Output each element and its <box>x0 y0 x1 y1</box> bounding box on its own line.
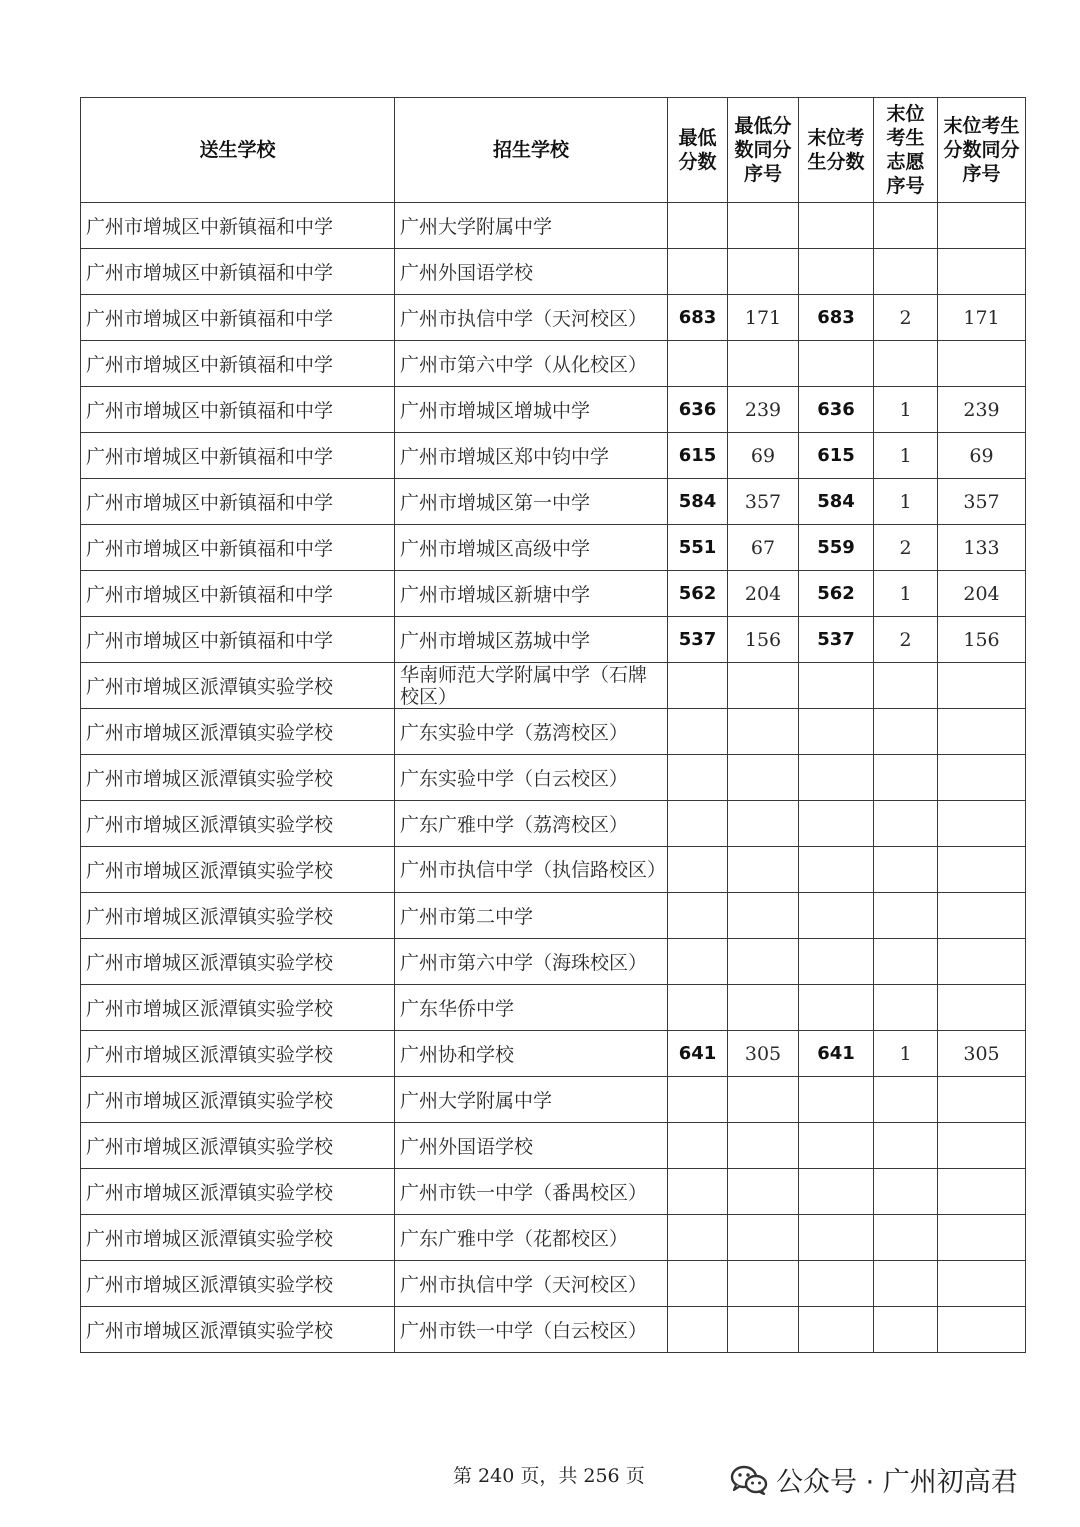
cell-recruiting-school: 广州市增城区荔城中学 <box>395 617 668 663</box>
cell-min-score <box>668 663 728 709</box>
header-min-score <box>668 98 728 203</box>
cell-last-score <box>799 939 874 985</box>
table-row <box>81 1123 1026 1169</box>
cell-last-score-rank <box>938 893 1026 939</box>
cell-min-score <box>668 755 728 801</box>
cell-last-score: 584 <box>799 479 874 525</box>
cell-last-score-rank <box>938 801 1026 847</box>
cell-sender-school: 广州市增城区中新镇福和中学 <box>81 525 395 571</box>
cell-min-score: 615 <box>668 433 728 479</box>
cell-recruiting-school: 广州市第六中学（从化校区） <box>395 341 668 387</box>
cell-last-score-rank: 204 <box>938 571 1026 617</box>
cell-min-score <box>668 985 728 1031</box>
cell-recruiting-school: 华南师范大学附属中学（石牌校区） <box>395 663 668 709</box>
cell-recruiting-school: 广州市执信中学（天河校区） <box>395 1261 668 1307</box>
cell-min-score <box>668 893 728 939</box>
cell-recruiting-school: 广州外国语学校 <box>395 1123 668 1169</box>
cell-last-score: 615 <box>799 433 874 479</box>
cell-last-score <box>799 341 874 387</box>
cell-last-score-rank <box>938 663 1026 709</box>
cell-min-score-rank: 156 <box>728 617 799 663</box>
table-row <box>81 755 1026 801</box>
cell-min-score-rank <box>728 1261 799 1307</box>
cell-last-choice <box>874 1077 938 1123</box>
cell-last-choice: 2 <box>874 525 938 571</box>
cell-last-score-rank: 171 <box>938 295 1026 341</box>
cell-min-score-rank <box>728 249 799 295</box>
cell-min-score <box>668 1077 728 1123</box>
cell-min-score-rank <box>728 663 799 709</box>
cell-sender-school: 广州市增城区派潭镇实验学校 <box>81 847 395 893</box>
cell-sender-school: 广州市增城区派潭镇实验学校 <box>81 939 395 985</box>
cell-last-choice <box>874 663 938 709</box>
cell-min-score: 562 <box>668 571 728 617</box>
cell-min-score <box>668 1123 728 1169</box>
cell-last-score-rank: 357 <box>938 479 1026 525</box>
table-body <box>81 203 1026 1353</box>
cell-last-choice <box>874 341 938 387</box>
cell-last-score <box>799 1261 874 1307</box>
header-line: 最低 <box>678 127 717 149</box>
cell-sender-school: 广州市增城区派潭镇实验学校 <box>81 755 395 801</box>
cell-last-choice: 1 <box>874 571 938 617</box>
cell-min-score-rank: 305 <box>728 1031 799 1077</box>
cell-min-score: 641 <box>668 1031 728 1077</box>
cell-last-choice <box>874 939 938 985</box>
header-recruiting-school <box>395 98 668 203</box>
table-row <box>81 1077 1026 1123</box>
cell-recruiting-school: 广州市增城区新塘中学 <box>395 571 668 617</box>
cell-min-score-rank <box>728 893 799 939</box>
header-last-score-rank <box>938 98 1026 203</box>
cell-sender-school: 广州市增城区派潭镇实验学校 <box>81 1077 395 1123</box>
cell-last-score <box>799 801 874 847</box>
cell-min-score: 683 <box>668 295 728 341</box>
cell-min-score-rank: 67 <box>728 525 799 571</box>
cell-last-score-rank <box>938 341 1026 387</box>
watermark <box>730 1460 1018 1499</box>
cell-sender-school: 广州市增城区中新镇福和中学 <box>81 433 395 479</box>
cell-min-score-rank: 239 <box>728 387 799 433</box>
cell-last-score-rank <box>938 249 1026 295</box>
cell-last-choice <box>874 847 938 893</box>
header-line: 分数同分 <box>943 139 1020 161</box>
table-row <box>81 801 1026 847</box>
cell-last-score <box>799 847 874 893</box>
cell-last-score-rank <box>938 1261 1026 1307</box>
cell-sender-school: 广州市增城区中新镇福和中学 <box>81 249 395 295</box>
cell-last-score <box>799 985 874 1031</box>
cell-last-score: 559 <box>799 525 874 571</box>
cell-min-score <box>668 709 728 755</box>
header-line: 末位 <box>886 103 925 125</box>
cell-last-score <box>799 893 874 939</box>
page-number: 第 240 页，共 256 页 <box>453 1465 645 1487</box>
cell-min-score-rank <box>728 1169 799 1215</box>
cell-last-score-rank <box>938 847 1026 893</box>
table-row <box>81 985 1026 1031</box>
table-row <box>81 387 1026 433</box>
header-line: 志愿 <box>886 151 925 173</box>
wechat-icon <box>730 1465 768 1495</box>
cell-recruiting-school: 广州大学附属中学 <box>395 1077 668 1123</box>
table-row <box>81 1215 1026 1261</box>
cell-recruiting-school: 广东华侨中学 <box>395 985 668 1031</box>
header-line: 考生 <box>886 127 925 149</box>
cell-recruiting-school: 广州市铁一中学（番禺校区） <box>395 1169 668 1215</box>
cell-last-score-rank: 133 <box>938 525 1026 571</box>
cell-last-score <box>799 1307 874 1353</box>
cell-min-score <box>668 1215 728 1261</box>
cell-sender-school: 广州市增城区中新镇福和中学 <box>81 203 395 249</box>
cell-last-choice <box>874 1261 938 1307</box>
cell-min-score <box>668 203 728 249</box>
cell-last-score-rank: 239 <box>938 387 1026 433</box>
header-line: 送生学校 <box>199 139 276 161</box>
cell-recruiting-school: 广州市增城区第一中学 <box>395 479 668 525</box>
cell-min-score <box>668 249 728 295</box>
cell-last-score: 636 <box>799 387 874 433</box>
cell-last-score <box>799 1215 874 1261</box>
header-line: 招生学校 <box>492 139 569 161</box>
cell-min-score-rank <box>728 801 799 847</box>
table-row <box>81 893 1026 939</box>
cell-last-choice: 1 <box>874 1031 938 1077</box>
table-row <box>81 939 1026 985</box>
cell-last-score <box>799 249 874 295</box>
cell-recruiting-school: 广东广雅中学（荔湾校区） <box>395 801 668 847</box>
cell-last-score-rank <box>938 1307 1026 1353</box>
cell-last-choice <box>874 893 938 939</box>
header-line: 生分数 <box>807 151 865 173</box>
table-row <box>81 1261 1026 1307</box>
cell-min-score <box>668 1261 728 1307</box>
table-row <box>81 1031 1026 1077</box>
cell-recruiting-school: 广东实验中学（荔湾校区） <box>395 709 668 755</box>
cell-min-score-rank: 357 <box>728 479 799 525</box>
cell-min-score-rank <box>728 709 799 755</box>
cell-last-choice: 2 <box>874 617 938 663</box>
header-sender-school <box>81 98 395 203</box>
header-last-score <box>799 98 874 203</box>
cell-min-score-rank <box>728 939 799 985</box>
cell-sender-school: 广州市增城区派潭镇实验学校 <box>81 1261 395 1307</box>
cell-min-score-rank <box>728 755 799 801</box>
cell-min-score-rank: 204 <box>728 571 799 617</box>
cell-last-choice <box>874 1215 938 1261</box>
cell-min-score <box>668 1307 728 1353</box>
cell-min-score-rank <box>728 1077 799 1123</box>
cell-last-score-rank <box>938 1123 1026 1169</box>
cell-sender-school: 广州市增城区派潭镇实验学校 <box>81 1215 395 1261</box>
cell-min-score <box>668 847 728 893</box>
cell-last-score <box>799 1169 874 1215</box>
cell-last-score-rank: 69 <box>938 433 1026 479</box>
header-last-choice <box>874 98 938 203</box>
table-row <box>81 203 1026 249</box>
cell-min-score-rank <box>728 1123 799 1169</box>
header-row <box>81 98 1026 203</box>
cell-recruiting-school: 广东广雅中学（花都校区） <box>395 1215 668 1261</box>
cell-last-score <box>799 755 874 801</box>
cell-last-score <box>799 203 874 249</box>
table-row <box>81 709 1026 755</box>
cell-min-score-rank <box>728 203 799 249</box>
cell-last-choice <box>874 985 938 1031</box>
cell-last-choice <box>874 1169 938 1215</box>
cell-last-choice: 1 <box>874 433 938 479</box>
cell-sender-school: 广州市增城区派潭镇实验学校 <box>81 1031 395 1077</box>
cell-sender-school: 广州市增城区中新镇福和中学 <box>81 571 395 617</box>
header-line: 分数 <box>678 151 717 173</box>
cell-last-choice <box>874 1123 938 1169</box>
cell-last-choice: 1 <box>874 387 938 433</box>
cell-recruiting-school: 广州市增城区高级中学 <box>395 525 668 571</box>
cell-min-score: 551 <box>668 525 728 571</box>
cell-last-choice <box>874 1307 938 1353</box>
cell-recruiting-school: 广州市增城区增城中学 <box>395 387 668 433</box>
cell-last-score: 562 <box>799 571 874 617</box>
table-row <box>81 1169 1026 1215</box>
table-row <box>81 479 1026 525</box>
cell-last-score <box>799 1077 874 1123</box>
cell-min-score-rank <box>728 985 799 1031</box>
cell-recruiting-school: 广州协和学校 <box>395 1031 668 1077</box>
header-line: 序号 <box>962 163 1001 185</box>
header-line: 序号 <box>743 163 782 185</box>
table-row <box>81 617 1026 663</box>
table-row <box>81 1307 1026 1353</box>
cell-last-score <box>799 709 874 755</box>
cell-last-score: 641 <box>799 1031 874 1077</box>
table-row <box>81 847 1026 893</box>
cell-last-score-rank: 156 <box>938 617 1026 663</box>
cell-min-score <box>668 801 728 847</box>
cell-last-score <box>799 1123 874 1169</box>
header-line: 末位考生 <box>943 115 1020 137</box>
cell-last-score-rank <box>938 755 1026 801</box>
cell-last-choice <box>874 203 938 249</box>
cell-recruiting-school: 广东实验中学（白云校区） <box>395 755 668 801</box>
cell-min-score-rank <box>728 341 799 387</box>
table-row <box>81 295 1026 341</box>
cell-last-score-rank <box>938 1077 1026 1123</box>
cell-recruiting-school: 广州市执信中学（天河校区） <box>395 295 668 341</box>
cell-sender-school: 广州市增城区派潭镇实验学校 <box>81 1307 395 1353</box>
cell-recruiting-school: 广州大学附属中学 <box>395 203 668 249</box>
header-min-score-rank <box>728 98 799 203</box>
cell-min-score <box>668 341 728 387</box>
cell-last-score-rank <box>938 939 1026 985</box>
header-line: 序号 <box>886 175 925 197</box>
cell-min-score-rank <box>728 1307 799 1353</box>
header-line: 最低分 <box>734 115 792 137</box>
cell-last-score-rank <box>938 203 1026 249</box>
cell-sender-school: 广州市增城区派潭镇实验学校 <box>81 663 395 709</box>
cell-min-score-rank: 69 <box>728 433 799 479</box>
cell-min-score: 636 <box>668 387 728 433</box>
cell-recruiting-school: 广州市铁一中学（白云校区） <box>395 1307 668 1353</box>
cell-last-choice <box>874 755 938 801</box>
cell-recruiting-school: 广州市第二中学 <box>395 893 668 939</box>
watermark-text: 公众号 · 广州初高君 <box>776 1467 1018 1498</box>
cell-sender-school: 广州市增城区中新镇福和中学 <box>81 479 395 525</box>
cell-last-choice: 2 <box>874 295 938 341</box>
cell-sender-school: 广州市增城区派潭镇实验学校 <box>81 1169 395 1215</box>
cell-recruiting-school: 广州市第六中学（海珠校区） <box>395 939 668 985</box>
cell-sender-school: 广州市增城区派潭镇实验学校 <box>81 1123 395 1169</box>
cell-min-score <box>668 1169 728 1215</box>
cell-min-score-rank <box>728 847 799 893</box>
cell-last-score <box>799 663 874 709</box>
cell-min-score-rank: 171 <box>728 295 799 341</box>
table-row <box>81 341 1026 387</box>
cell-recruiting-school: 广州市执信中学（执信路校区） <box>395 847 668 893</box>
cell-sender-school: 广州市增城区派潭镇实验学校 <box>81 709 395 755</box>
cell-min-score: 584 <box>668 479 728 525</box>
cell-sender-school: 广州市增城区中新镇福和中学 <box>81 341 395 387</box>
cell-last-choice <box>874 801 938 847</box>
cell-sender-school: 广州市增城区中新镇福和中学 <box>81 387 395 433</box>
cell-recruiting-school: 广州市增城区郑中钧中学 <box>395 433 668 479</box>
cell-min-score <box>668 939 728 985</box>
cell-last-choice <box>874 709 938 755</box>
cell-last-score: 683 <box>799 295 874 341</box>
cell-last-score-rank: 305 <box>938 1031 1026 1077</box>
cell-sender-school: 广州市增城区派潭镇实验学校 <box>81 985 395 1031</box>
cell-min-score-rank <box>728 1215 799 1261</box>
cell-last-score-rank <box>938 985 1026 1031</box>
score-table <box>80 97 1026 1353</box>
cell-min-score: 537 <box>668 617 728 663</box>
cell-last-score: 537 <box>799 617 874 663</box>
page-footer <box>0 1460 1080 1498</box>
table-row <box>81 525 1026 571</box>
cell-last-score-rank <box>938 1215 1026 1261</box>
cell-sender-school: 广州市增城区派潭镇实验学校 <box>81 801 395 847</box>
cell-last-score-rank <box>938 1169 1026 1215</box>
cell-last-choice: 1 <box>874 479 938 525</box>
header-line: 末位考 <box>807 127 865 149</box>
table-row <box>81 433 1026 479</box>
cell-sender-school: 广州市增城区中新镇福和中学 <box>81 295 395 341</box>
cell-last-choice <box>874 249 938 295</box>
cell-sender-school: 广州市增城区中新镇福和中学 <box>81 617 395 663</box>
table-row <box>81 249 1026 295</box>
cell-sender-school: 广州市增城区派潭镇实验学校 <box>81 893 395 939</box>
cell-last-score-rank <box>938 709 1026 755</box>
header-line: 数同分 <box>734 139 792 161</box>
table-row <box>81 663 1026 709</box>
cell-recruiting-school: 广州外国语学校 <box>395 249 668 295</box>
table-row <box>81 571 1026 617</box>
